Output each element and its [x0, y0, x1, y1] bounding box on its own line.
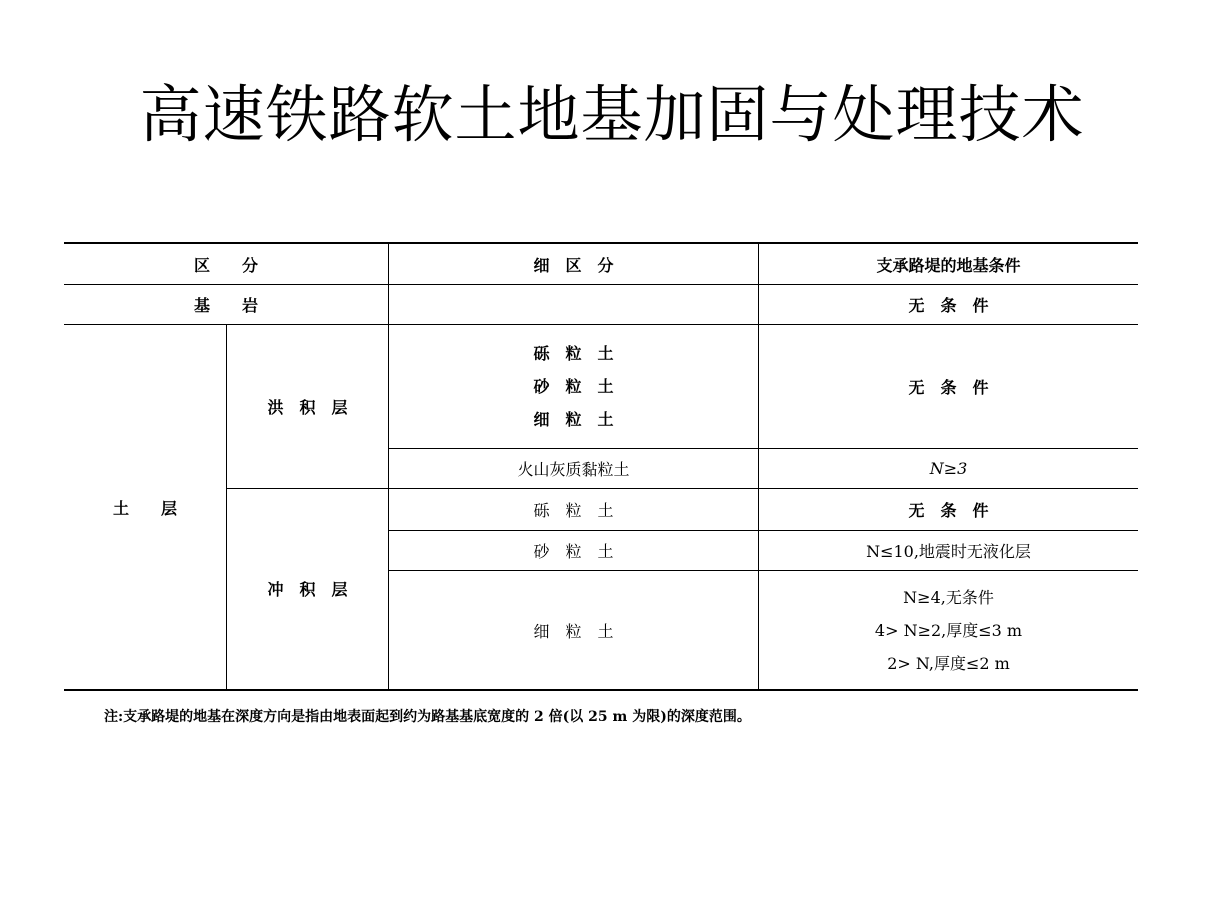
list-item: 砂 粒 土	[533, 377, 614, 396]
bedrock-label: 基 岩	[193, 296, 258, 315]
bedrock-condition: 无 条 件	[908, 296, 989, 315]
diluvial-soil-list	[389, 325, 758, 448]
soil-layer-label: 土 层	[112, 498, 177, 518]
alluvial-sand-condition: N≤10,地震时无液化层	[866, 542, 1031, 561]
diluvial-soils-condition: 无 条 件	[908, 378, 989, 397]
list-item: 细 粒 土	[533, 410, 614, 429]
table-footnote: 注:支承路堤的地基在深度方向是指由地表面起到约为路基基底宽度的 2 倍(以 25 m 为限)的深度范围。	[104, 709, 751, 725]
alluvial-sand-label: 砂 粒 土	[533, 542, 614, 561]
volcanic-clay-condition: N≥3	[929, 459, 968, 478]
page-title: 高速铁路软土地基加固与处理技术	[139, 78, 1085, 151]
alluvial-gravel-label: 砾 粒 土	[533, 501, 614, 520]
list-item: N≥4,无条件	[903, 587, 994, 607]
list-item: 2> N,厚度≤2 m	[887, 653, 1010, 673]
diluvial-layer-label: 洪 积 层	[267, 398, 348, 417]
list-item: 4> N≥2,厚度≤3 m	[874, 620, 1023, 640]
header-subcategory: 细 区 分	[533, 255, 614, 275]
alluvial-fine-label: 细 粒 土	[533, 621, 614, 641]
header-category: 区 分	[193, 255, 258, 275]
alluvial-fine-conditions	[759, 571, 1138, 689]
alluvial-gravel-condition: 无 条 件	[908, 501, 989, 520]
header-condition: 支承路堤的地基条件	[876, 255, 1021, 275]
alluvial-layer-label: 冲 积 层	[267, 580, 348, 599]
volcanic-clay-label: 火山灰质黏粒土	[517, 460, 630, 479]
list-item: 砾 粒 土	[533, 344, 614, 363]
